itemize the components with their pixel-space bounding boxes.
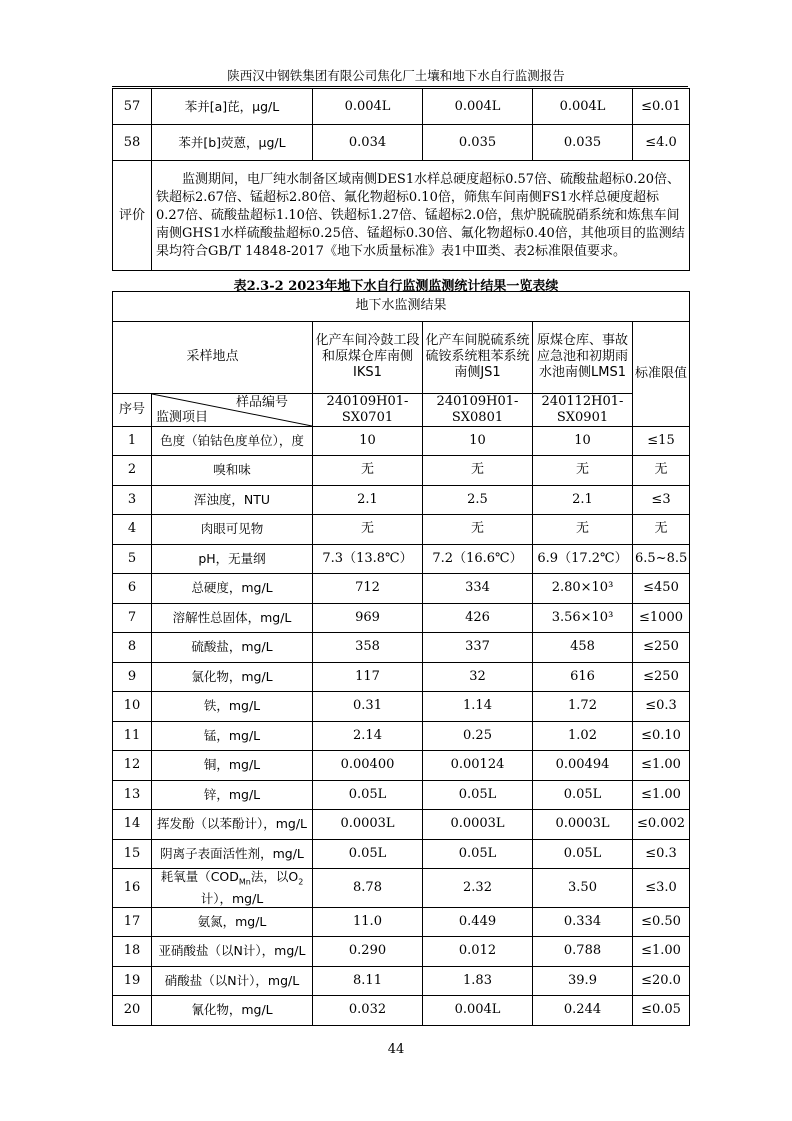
table-row	[113, 996, 690, 1026]
row-number: 5	[113, 544, 152, 574]
value-1: 8.11	[313, 966, 423, 996]
row-number: 14	[113, 810, 152, 840]
table-row	[113, 721, 690, 751]
limit-value: 6.5~8.5	[633, 544, 690, 574]
value-2: 0.449	[423, 907, 533, 937]
seq-label: 序号	[113, 393, 152, 426]
value-1: 7.3（13.8℃）	[313, 544, 423, 574]
table-row	[113, 125, 690, 161]
value-3: 0.0003L	[533, 810, 633, 840]
table-row	[113, 574, 690, 604]
value-2: 337	[423, 633, 533, 663]
value-2: 无	[423, 515, 533, 545]
table-row	[113, 426, 690, 456]
item-name: 亚硝酸盐（以N计），mg/L	[152, 937, 313, 967]
evaluation-body: 监测期间，电厂纯水制备区域南侧DES1水样总硬度超标0.57倍、硫酸盐超标0.20倍、铁超标2.67倍、锰超标2.80倍、氟化物超标0.10倍，筛焦车间南侧FS1水样总硬度超标0.27倍、硫酸盐超标1.10倍、铁超标1.27倍、锰超标2.0倍，焦炉脱硫脱硝系统和炼焦车间南侧GHS1水样硫酸盐超标0.25倍、锰超标0.30倍、氟化物超标0.40倍，其他项目的监测结果均符合GB/T 14848-2017《地下水质量标准》表1中Ⅲ类、表2标准限值要求。	[156, 171, 685, 259]
row-number: 58	[113, 125, 152, 161]
evaluation-text	[152, 161, 690, 271]
table-row	[113, 603, 690, 633]
page-number: 44	[387, 1042, 405, 1057]
row-number: 4	[113, 515, 152, 545]
row-number: 7	[113, 603, 152, 633]
limit-value: ≤0.002	[633, 810, 690, 840]
value-1: 11.0	[313, 907, 423, 937]
value-1: 358	[313, 633, 423, 663]
value-2: 426	[423, 603, 533, 633]
value-2: 1.83	[423, 966, 533, 996]
row-number: 18	[113, 937, 152, 967]
value-1: 0.034	[313, 125, 423, 161]
value-3: 3.56×10³	[533, 603, 633, 633]
limit-value: ≤0.3	[633, 692, 690, 722]
row-number: 16	[113, 869, 152, 908]
value-2: 0.25	[423, 721, 533, 751]
evaluation-row	[113, 161, 690, 271]
header-rule	[112, 86, 688, 87]
item-name: 肉眼可见物	[152, 515, 313, 545]
item-name: 铁，mg/L	[152, 692, 313, 722]
limit-value: ≤1.00	[633, 937, 690, 967]
value-3: 458	[533, 633, 633, 663]
value-3: 2.1	[533, 485, 633, 515]
limit-value: ≤0.3	[633, 839, 690, 869]
value-3: 616	[533, 662, 633, 692]
limit-value: ≤20.0	[633, 966, 690, 996]
item-name: 溶解性总固体，mg/L	[152, 603, 313, 633]
page-header: 陕西汉中钢铁集团有限公司焦化厂土壤和地下水自行监测报告	[227, 68, 565, 83]
table-row	[113, 937, 690, 967]
value-1: 0.31	[313, 692, 423, 722]
value-1: 10	[313, 426, 423, 456]
item-name: 挥发酚（以苯酚计），mg/L	[152, 810, 313, 840]
value-3: 0.334	[533, 907, 633, 937]
table-row	[113, 633, 690, 663]
value-1: 0.004L	[313, 89, 423, 125]
value-3: 0.05L	[533, 839, 633, 869]
value-2: 2.5	[423, 485, 533, 515]
value-1: 0.05L	[313, 780, 423, 810]
limit-value: ≤250	[633, 633, 690, 663]
value-3: 0.05L	[533, 780, 633, 810]
item-name: 苯并[a]芘，μg/L	[152, 89, 313, 125]
table-row	[113, 515, 690, 545]
table-row	[113, 89, 690, 125]
location-2: 化产车间脱硫系统硫铵系统粗苯系统南侧JS1	[423, 321, 533, 393]
item-name: 耗氧量（$COD_{Mn}$法，以$O_2$计），mg/L	[152, 869, 313, 908]
value-2: 2.32	[423, 869, 533, 908]
table-row	[113, 869, 690, 908]
value-3: 无	[533, 456, 633, 486]
value-3: 0.004L	[533, 89, 633, 125]
value-1: 0.00400	[313, 751, 423, 781]
value-1: 0.032	[313, 996, 423, 1026]
row-number: 1	[113, 426, 152, 456]
limit-value: ≤0.10	[633, 721, 690, 751]
row-number: 10	[113, 692, 152, 722]
table-row	[113, 966, 690, 996]
value-2: 0.00124	[423, 751, 533, 781]
row-number: 11	[113, 721, 152, 751]
row-number: 20	[113, 996, 152, 1026]
table-row	[113, 485, 690, 515]
value-3: 2.80×10³	[533, 574, 633, 604]
table-row	[113, 839, 690, 869]
row-number: 15	[113, 839, 152, 869]
limit-value: ≤1.00	[633, 751, 690, 781]
table-continued-top	[112, 88, 690, 271]
value-1: 无	[313, 456, 423, 486]
sample-id-1: 240109H01-SX0701	[313, 393, 423, 426]
value-3: 1.72	[533, 692, 633, 722]
row-number: 8	[113, 633, 152, 663]
value-3: 无	[533, 515, 633, 545]
location-3: 原煤仓库、事故应急池和初期雨水池南侧LMS1	[533, 321, 633, 393]
item-name: 嗅和味	[152, 456, 313, 486]
item-name: 浑浊度，NTU	[152, 485, 313, 515]
item-name: 阴离子表面活性剂，mg/L	[152, 839, 313, 869]
value-2: 10	[423, 426, 533, 456]
table-row	[113, 907, 690, 937]
table-row	[113, 456, 690, 486]
row-number: 19	[113, 966, 152, 996]
location-1: 化产车间冷鼓工段和原煤仓库南侧 IKS1	[313, 321, 423, 393]
table-row	[113, 780, 690, 810]
item-label: 监测项目	[156, 409, 209, 425]
limit-value: ≤450	[633, 574, 690, 604]
sampling-location-label: 采样地点	[113, 321, 313, 393]
value-3: 10	[533, 426, 633, 456]
limit-value: ≤3	[633, 485, 690, 515]
value-2: 0.035	[423, 125, 533, 161]
value-2: 0.05L	[423, 780, 533, 810]
value-1: 2.14	[313, 721, 423, 751]
limit-value: ≤250	[633, 662, 690, 692]
item-name: 色度（铂钴色度单位），度	[152, 426, 313, 456]
row-number: 17	[113, 907, 152, 937]
row-number: 13	[113, 780, 152, 810]
item-name: 氯化物，mg/L	[152, 662, 313, 692]
value-2: 无	[423, 456, 533, 486]
item-name: 锌，mg/L	[152, 780, 313, 810]
value-2: 0.05L	[423, 839, 533, 869]
value-2: 0.0003L	[423, 810, 533, 840]
value-2: 0.012	[423, 937, 533, 967]
value-1: 969	[313, 603, 423, 633]
value-2: 334	[423, 574, 533, 604]
value-3: 0.00494	[533, 751, 633, 781]
diagonal-header	[152, 393, 313, 426]
row-number: 3	[113, 485, 152, 515]
row-number: 2	[113, 456, 152, 486]
item-name: 氨氮，mg/L	[152, 907, 313, 937]
limit-value: 无	[633, 515, 690, 545]
row-number: 9	[113, 662, 152, 692]
value-3: 0.035	[533, 125, 633, 161]
limit-value: ≤15	[633, 426, 690, 456]
item-name: pH，无量纲	[152, 544, 313, 574]
value-1: 8.78	[313, 869, 423, 908]
item-name: 硫酸盐，mg/L	[152, 633, 313, 663]
value-3: 0.244	[533, 996, 633, 1026]
item-name: 锰，mg/L	[152, 721, 313, 751]
value-1: 117	[313, 662, 423, 692]
sample-id-2: 240109H01-SX0801	[423, 393, 533, 426]
value-2: 32	[423, 662, 533, 692]
row-number: 6	[113, 574, 152, 604]
value-3: 1.02	[533, 721, 633, 751]
row-number: 12	[113, 751, 152, 781]
value-2: 0.004L	[423, 89, 533, 125]
table-row	[113, 544, 690, 574]
limit-value: ≤1.00	[633, 780, 690, 810]
table-title: 地下水监测结果	[113, 292, 690, 322]
value-2: 0.004L	[423, 996, 533, 1026]
value-1: 0.290	[313, 937, 423, 967]
value-3: 39.9	[533, 966, 633, 996]
item-name: 总硬度，mg/L	[152, 574, 313, 604]
groundwater-results-table	[112, 291, 690, 1026]
table-caption: 表2.3-2 2023年地下水自行监测监测统计结果一览表续	[233, 279, 559, 294]
limit-value: ≤0.50	[633, 907, 690, 937]
table-row	[113, 751, 690, 781]
sample-id-3: 240112H01-SX0901	[533, 393, 633, 426]
item-name: 铜，mg/L	[152, 751, 313, 781]
value-1: 0.0003L	[313, 810, 423, 840]
table-row	[113, 692, 690, 722]
item-name: 氰化物，mg/L	[152, 996, 313, 1026]
item-name: 苯并[b]荧蒽，μg/L	[152, 125, 313, 161]
value-1: 0.05L	[313, 839, 423, 869]
item-name: 硝酸盐（以N计），mg/L	[152, 966, 313, 996]
value-1: 712	[313, 574, 423, 604]
evaluation-label: 评价	[113, 161, 152, 271]
table-row	[113, 662, 690, 692]
value-3: 3.50	[533, 869, 633, 908]
value-3: 0.788	[533, 937, 633, 967]
value-1: 2.1	[313, 485, 423, 515]
table-row	[113, 810, 690, 840]
value-3: 6.9（17.2℃）	[533, 544, 633, 574]
limit-value: ≤4.0	[633, 125, 690, 161]
value-2: 7.2（16.6℃）	[423, 544, 533, 574]
limit-value: ≤1000	[633, 603, 690, 633]
limit-value: 无	[633, 456, 690, 486]
value-2: 1.14	[423, 692, 533, 722]
limit-value: ≤3.0	[633, 869, 690, 908]
limit-value: ≤0.05	[633, 996, 690, 1026]
sample-no-label: 样品编号	[235, 394, 288, 410]
limit-label: 标准限值	[633, 321, 690, 426]
limit-value: ≤0.01	[633, 89, 690, 125]
row-number: 57	[113, 89, 152, 125]
value-1: 无	[313, 515, 423, 545]
